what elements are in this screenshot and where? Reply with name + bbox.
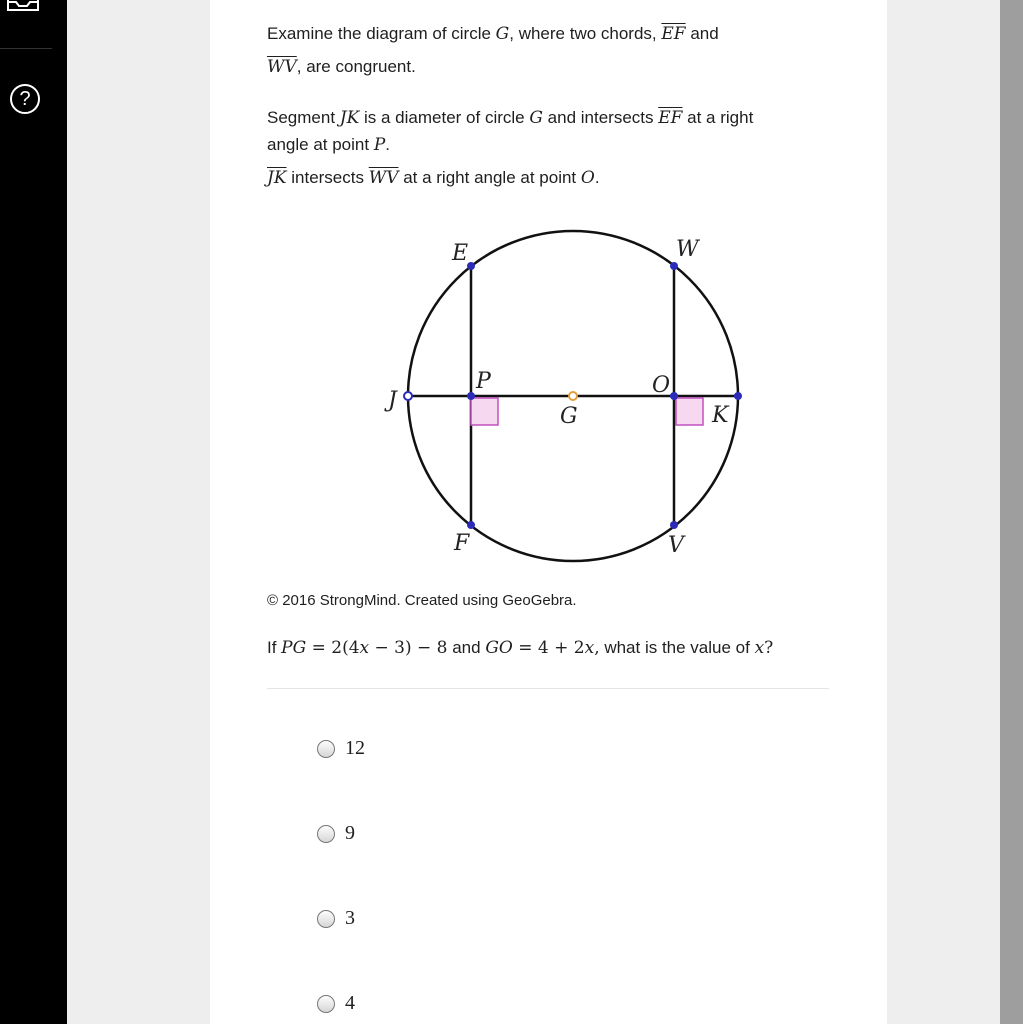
label-o: O [652, 373, 671, 398]
label-j: J [388, 388, 397, 413]
sidebar [0, 0, 67, 1024]
scrollbar[interactable] [1000, 0, 1023, 1024]
circle-diagram [370, 222, 770, 572]
point-g [569, 392, 577, 400]
help-icon[interactable]: ? [10, 84, 40, 114]
question-line-4: angle at point P. [267, 135, 390, 155]
point-o [670, 392, 678, 400]
question-line-3: Segment JK is a diameter of circle G and intersects $\overline{EF}$ at a right [267, 108, 754, 128]
question-line-2: $\overline{WV}$, are congruent. [267, 57, 416, 77]
question-panel [210, 0, 887, 1024]
point-w [670, 262, 678, 270]
label-w: W [676, 237, 699, 262]
radio-button[interactable] [317, 825, 335, 843]
question-prompt: If PG = 2(4x − 3) − 8 and GO = 4 + 2x, what is the value of x? [267, 638, 774, 658]
point-e [467, 262, 475, 270]
label-e: E [452, 241, 469, 266]
choice-label: 3 [345, 907, 355, 929]
answer-choice-4[interactable] [317, 992, 355, 1015]
choice-label: 12 [345, 737, 365, 759]
point-j [404, 392, 412, 400]
point-f [467, 521, 475, 529]
label-v: V [668, 533, 684, 558]
label-f: F [454, 531, 470, 556]
right-angle-mark-o [676, 398, 703, 425]
left-gutter [67, 0, 210, 1024]
right-gutter [887, 0, 1000, 1024]
right-angle-mark-p [471, 398, 498, 425]
label-g: G [560, 404, 578, 429]
radio-button[interactable] [317, 910, 335, 928]
label-k: K [712, 403, 729, 428]
radio-button[interactable] [317, 995, 335, 1013]
question-line-5: $\overline{JK}$ intersects $\overline{WV}$ at a right angle at point O. [267, 168, 600, 188]
label-p: P [476, 369, 491, 394]
answer-choice-3[interactable] [317, 907, 355, 930]
answer-choice-1[interactable] [317, 737, 365, 760]
inbox-icon[interactable] [6, 0, 40, 14]
point-v [670, 521, 678, 529]
sidebar-divider [0, 48, 52, 49]
copyright-credit: © 2016 StrongMind. Created using GeoGebra. [267, 592, 577, 609]
radio-button[interactable] [317, 740, 335, 758]
question-line-1: Examine the diagram of circle G, where two chords, $\overline{EF}$ and [267, 24, 719, 44]
choice-label: 4 [345, 992, 355, 1014]
answer-choice-2[interactable] [317, 822, 355, 845]
separator [267, 688, 829, 689]
choice-label: 9 [345, 822, 355, 844]
point-p [467, 392, 475, 400]
point-k [734, 392, 742, 400]
